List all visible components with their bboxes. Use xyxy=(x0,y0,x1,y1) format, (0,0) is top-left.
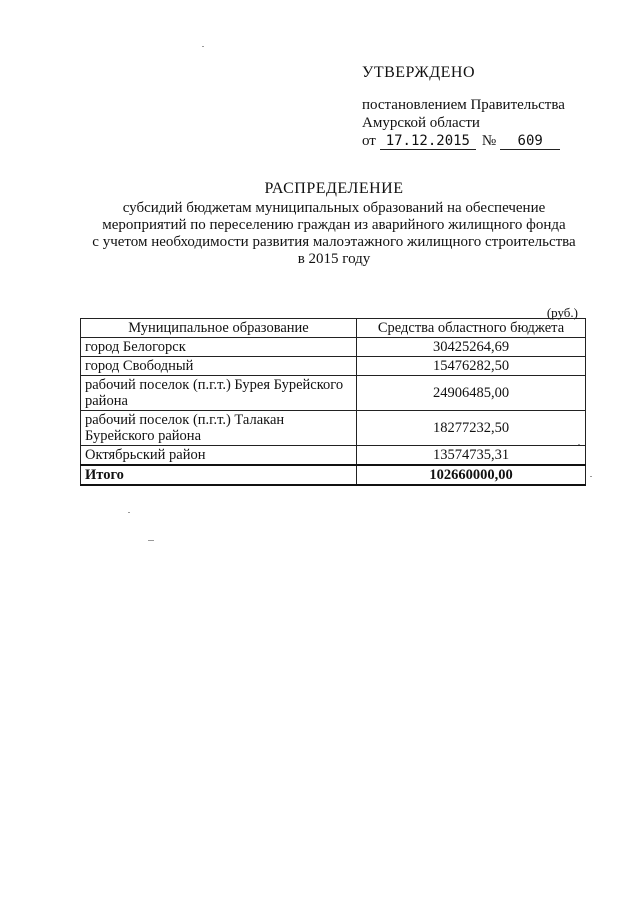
approval-date: 17.12.2015 xyxy=(380,133,476,150)
approval-region-line: Амурской области xyxy=(362,115,480,131)
budget-amount: 13574735,31 xyxy=(357,446,586,466)
number-sign: № xyxy=(481,133,497,149)
municipality-name: город Свободный xyxy=(81,357,357,376)
budget-amount: 30425264,69 xyxy=(357,338,586,357)
table-row xyxy=(81,338,586,357)
municipality-name: рабочий поселок (п.г.т.) Талакан Бурейского района xyxy=(81,411,357,446)
municipality-name: Октябрьский район xyxy=(81,446,357,466)
total-row xyxy=(81,465,586,485)
distribution-table xyxy=(80,318,586,486)
heading-line-3: с учетом необходимости развития малоэтажного жилищного строительства xyxy=(92,234,576,250)
heading-line-4: в 2015 году xyxy=(297,251,371,267)
date-prefix: от xyxy=(362,133,376,149)
approval-resolution-line: постановлением Правительства xyxy=(362,97,565,113)
unit-note: (руб.) xyxy=(546,305,578,320)
document-heading xyxy=(80,178,588,268)
approval-date-row xyxy=(362,132,622,150)
heading-title: РАСПРЕДЕЛЕНИЕ xyxy=(264,180,404,197)
column-header-municipality: Муниципальное образование xyxy=(81,319,357,338)
budget-amount: 24906485,00 xyxy=(357,376,586,411)
table-row xyxy=(81,357,586,376)
heading-line-1: субсидий бюджетам муниципальных образований на обеспечение xyxy=(122,200,546,216)
approval-title: УТВЕРЖДЕНО xyxy=(362,64,476,81)
total-label: Итого xyxy=(81,465,357,485)
table-row xyxy=(81,411,586,446)
approval-block xyxy=(362,64,622,150)
budget-amount: 18277232,50 xyxy=(357,411,586,446)
table-row xyxy=(81,376,586,411)
table-header-row xyxy=(81,319,586,338)
budget-amount: 15476282,50 xyxy=(357,357,586,376)
table-row xyxy=(81,446,586,466)
municipality-name: рабочий поселок (п.г.т.) Бурея Бурейского района xyxy=(81,376,357,411)
municipality-name: город Белогорск xyxy=(81,338,357,357)
approval-number: 609 xyxy=(500,133,560,150)
column-header-budget: Средства областного бюджета xyxy=(357,319,586,338)
heading-line-2: мероприятий по переселению граждан из аварийного жилищного фонда xyxy=(102,217,566,233)
total-amount: 102660000,00 xyxy=(357,465,586,485)
